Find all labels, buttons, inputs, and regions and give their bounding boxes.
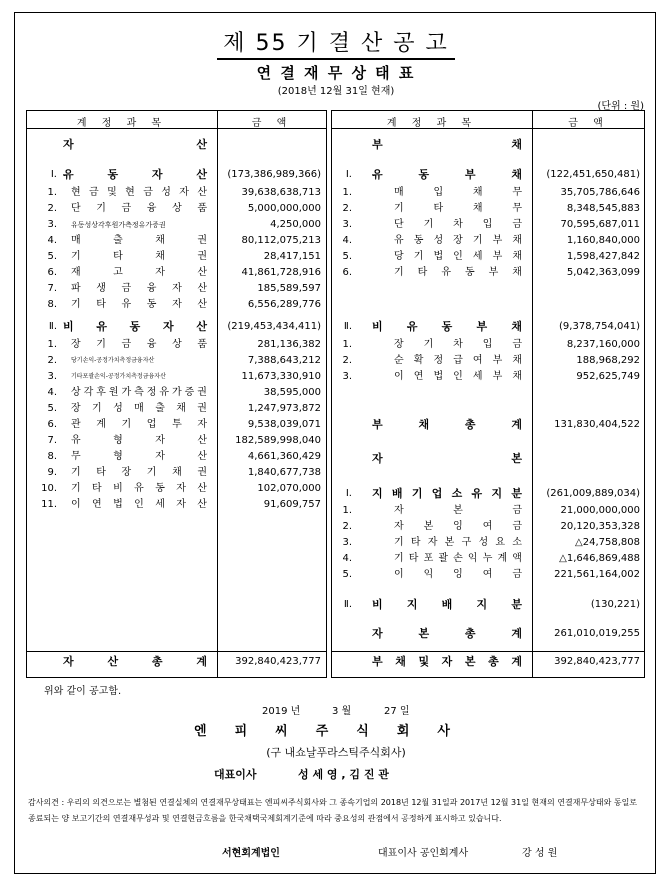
row-label: 기 타 자 본 구 성 요 소 bbox=[394, 537, 522, 548]
row-amount: 8,237,160,000 bbox=[566, 339, 640, 350]
row-amount: 5,000,000,000 bbox=[247, 203, 321, 214]
row-number: Ⅰ. bbox=[345, 488, 352, 499]
row-number: Ⅰ. bbox=[50, 169, 57, 180]
auditor-name: 서현회계법인 bbox=[222, 848, 280, 859]
announce-month: 3 월 bbox=[332, 706, 352, 717]
table-row bbox=[27, 353, 326, 369]
row-number: 8. bbox=[47, 451, 57, 462]
row-number: 2. bbox=[47, 203, 57, 214]
row-number: 4. bbox=[342, 553, 352, 564]
former-name: (구 내쇼날푸라스틱주식회사) bbox=[266, 746, 406, 759]
ceo-names: 성 세 영 , 김 진 관 bbox=[298, 768, 389, 781]
row-amount: 102,070,000 bbox=[257, 483, 321, 494]
row-number: 10. bbox=[41, 483, 57, 494]
row-amount: 7,388,643,212 bbox=[247, 355, 321, 366]
row-label: 자 본 bbox=[372, 452, 522, 465]
row-number: 5. bbox=[342, 569, 352, 580]
row-amount: 392,840,423,777 bbox=[235, 656, 321, 667]
assets-total-row bbox=[27, 654, 326, 670]
row-label: 자 본 잉 여 금 bbox=[394, 521, 522, 532]
table-row bbox=[27, 281, 326, 297]
table-row bbox=[27, 481, 326, 497]
row-number: 3. bbox=[47, 219, 57, 230]
announce-year: 2019 년 bbox=[262, 706, 301, 717]
table-row bbox=[27, 249, 326, 265]
row-amount: 182,589,998,040 bbox=[235, 435, 321, 446]
row-label: 자 본 총 계 bbox=[372, 627, 522, 640]
equity-section bbox=[332, 451, 644, 467]
row-number: 11. bbox=[41, 499, 57, 510]
liabilities-section bbox=[332, 137, 644, 153]
table-row bbox=[332, 353, 644, 369]
row-amount: 1,840,677,738 bbox=[247, 467, 321, 478]
notice-text: 위와 같이 공고함. bbox=[44, 686, 122, 697]
row-amount: (173,386,989,366) bbox=[227, 169, 321, 180]
current-liabilities-row bbox=[332, 167, 644, 183]
equity-total-row bbox=[332, 626, 644, 642]
row-number: Ⅱ. bbox=[343, 599, 352, 610]
row-label: 부 채 및 자 본 총 계 bbox=[372, 655, 522, 668]
row-label: 관 계 기 업 투 자 bbox=[71, 419, 207, 430]
row-label: 매 출 채 권 bbox=[71, 235, 207, 246]
row-amount: 4,661,360,429 bbox=[247, 451, 321, 462]
row-label: 재 고 자 산 bbox=[71, 267, 207, 278]
table-row bbox=[332, 185, 644, 201]
row-label: 기 타 유 동 자 산 bbox=[71, 299, 207, 310]
row-number: 6. bbox=[342, 267, 352, 278]
row-amount: 392,840,423,777 bbox=[554, 656, 640, 667]
row-amount: 9,538,039,071 bbox=[247, 419, 321, 430]
row-label: 당 기 법 인 세 부 채 bbox=[394, 251, 522, 262]
table-row bbox=[332, 535, 644, 551]
row-amount: (219,453,434,411) bbox=[227, 321, 321, 332]
liab-header-account: 계 정 과 목 bbox=[386, 118, 478, 129]
table-row bbox=[27, 449, 326, 465]
row-label: 현 금 및 현 금 성 자 산 bbox=[71, 187, 207, 198]
row-amount: (122,451,650,481) bbox=[546, 169, 640, 180]
row-label: 기 타 채 권 bbox=[71, 251, 207, 262]
row-number: 4. bbox=[47, 387, 57, 398]
audit-opinion: 감사의견 : 우리의 의견으로는 별첨된 연결실체의 연결재무상태표는 엔피씨주식회사와 그 종속기업의 2018년 12월 31일과 2017년 12월 31일 현재의 연결재무상태와 동일로 종료되는 양 보고기간의 연결재무성과 및 연결현금흐름을 한국채택국제회계기준에 따라 중요성의 관점에서 공정하게 표시하고 있습니다. bbox=[28, 798, 638, 823]
row-label: 기 타 비 유 동 자 산 bbox=[71, 483, 207, 494]
row-amount: 1,247,973,872 bbox=[247, 403, 321, 414]
row-number: 1. bbox=[47, 187, 57, 198]
row-amount: (130,221) bbox=[590, 599, 640, 610]
ceo-label: 대표이사 bbox=[214, 768, 257, 781]
row-number: 1. bbox=[342, 187, 352, 198]
row-number: Ⅰ. bbox=[345, 169, 352, 180]
row-amount: 8,348,545,883 bbox=[566, 203, 640, 214]
row-label: 이 익 잉 여 금 bbox=[394, 569, 522, 580]
assets-header-account: 계 정 과 목 bbox=[76, 118, 168, 129]
assets-table bbox=[26, 110, 327, 678]
row-amount: 1,160,840,000 bbox=[566, 235, 640, 246]
row-number: 2. bbox=[342, 355, 352, 366]
row-label: 부 채 bbox=[372, 138, 522, 151]
row-label: 기 타 장 기 채 권 bbox=[71, 467, 207, 478]
row-amount: △1,646,869,488 bbox=[559, 553, 640, 564]
row-amount: 131,830,404,522 bbox=[554, 419, 640, 430]
row-label: 장 기 금 융 상 품 bbox=[71, 339, 207, 350]
row-number: 1. bbox=[342, 339, 352, 350]
statement-date: (2018년 12월 31일 현재) bbox=[277, 86, 395, 97]
row-label: 무 형 자 산 bbox=[71, 451, 207, 462]
row-label: 상 각 후 원 가 측 정 유 가 증 권 bbox=[71, 387, 207, 398]
table-row bbox=[27, 385, 326, 401]
row-amount: 91,609,757 bbox=[263, 499, 321, 510]
table-row bbox=[27, 401, 326, 417]
row-number: 5. bbox=[342, 251, 352, 262]
row-label: 단 기 금 융 상 품 bbox=[71, 203, 207, 214]
row-label: 매 입 채 무 bbox=[394, 187, 522, 198]
row-label: 유 동 성 장 기 부 채 bbox=[394, 235, 522, 246]
row-amount: 281,136,382 bbox=[257, 339, 321, 350]
row-label: 유동성상각후원가측정유가증권 bbox=[71, 221, 166, 229]
row-amount: 5,042,363,099 bbox=[566, 267, 640, 278]
liab-header-amount: 금 액 bbox=[568, 118, 609, 129]
liabilities-total-row bbox=[332, 417, 644, 433]
row-amount: 261,010,019,255 bbox=[554, 628, 640, 639]
table-row bbox=[332, 249, 644, 265]
assets-header-amount: 금 액 bbox=[251, 118, 293, 129]
row-label: 자 본 금 bbox=[394, 505, 522, 516]
table-row bbox=[27, 217, 326, 233]
assets-section bbox=[27, 137, 326, 153]
row-label: 기타포괄손익-공정가치측정금융자산 bbox=[71, 373, 166, 380]
row-label: 순 확 정 급 여 부 채 bbox=[394, 355, 522, 366]
row-label: 비 유 동 자 산 bbox=[63, 320, 207, 333]
row-amount: 39,638,638,713 bbox=[241, 187, 321, 198]
row-number: 8. bbox=[47, 299, 57, 310]
row-amount: 4,250,000 bbox=[270, 219, 321, 230]
row-number: 5. bbox=[47, 251, 57, 262]
table-row bbox=[27, 433, 326, 449]
row-amount: 28,417,151 bbox=[263, 251, 321, 262]
row-amount: 38,595,000 bbox=[263, 387, 321, 398]
row-label: 기 타 채 무 bbox=[394, 203, 522, 214]
row-label: 기 타 유 동 부 채 bbox=[394, 267, 522, 278]
table-row bbox=[27, 185, 326, 201]
row-amount: 1,598,427,842 bbox=[566, 251, 640, 262]
row-amount: 41,861,728,916 bbox=[241, 267, 321, 278]
row-label: 유 형 자 산 bbox=[71, 435, 207, 446]
nci-row bbox=[332, 597, 644, 613]
row-label: 당기손익-공정가치측정금융자산 bbox=[71, 357, 155, 364]
row-number: 9. bbox=[47, 467, 57, 478]
table-row bbox=[27, 337, 326, 353]
table-row bbox=[27, 417, 326, 433]
row-label: 단 기 차 입 금 bbox=[394, 219, 522, 230]
row-label: 자 산 bbox=[63, 138, 207, 151]
row-number: 3. bbox=[342, 371, 352, 382]
row-number: 7. bbox=[47, 283, 57, 294]
table-row bbox=[332, 551, 644, 567]
table-row bbox=[27, 201, 326, 217]
row-number: 3. bbox=[342, 219, 352, 230]
row-amount: 70,595,687,011 bbox=[560, 219, 640, 230]
row-number: 3. bbox=[342, 537, 352, 548]
row-label: 비 지 배 지 분 bbox=[372, 598, 522, 611]
row-label: 유 동 자 산 bbox=[63, 168, 207, 181]
table-row bbox=[332, 217, 644, 233]
current-assets-row bbox=[27, 167, 326, 183]
row-amount: 221,561,164,002 bbox=[554, 569, 640, 580]
statement-title: 연 결 재 무 상 태 표 bbox=[256, 64, 416, 82]
table-row bbox=[332, 265, 644, 281]
row-label: 지 배 기 업 소 유 지 분 bbox=[372, 487, 522, 500]
row-number: 4. bbox=[342, 235, 352, 246]
table-row bbox=[27, 233, 326, 249]
table-row bbox=[332, 201, 644, 217]
row-number: Ⅱ. bbox=[343, 321, 352, 332]
row-amount: (9,378,754,041) bbox=[559, 321, 640, 332]
row-number: 5. bbox=[47, 403, 57, 414]
announce-day: 27 일 bbox=[384, 706, 410, 717]
row-number: 1. bbox=[342, 505, 352, 516]
row-number: 2. bbox=[47, 355, 57, 366]
row-label: 이 연 법 인 세 부 채 bbox=[394, 371, 522, 382]
table-row bbox=[332, 567, 644, 583]
row-label: 이 연 법 인 세 자 산 bbox=[71, 499, 207, 510]
row-label: 장 기 차 입 금 bbox=[394, 339, 522, 350]
row-amount: 11,673,330,910 bbox=[241, 371, 321, 382]
table-row bbox=[332, 369, 644, 385]
row-amount: 6,556,289,776 bbox=[247, 299, 321, 310]
row-label: 자 산 총 계 bbox=[63, 655, 207, 668]
table-row bbox=[27, 265, 326, 281]
noncurrent-liabilities-row bbox=[332, 319, 644, 335]
row-label: 장 기 성 매 출 채 권 bbox=[71, 403, 207, 414]
row-amount: 80,112,075,213 bbox=[241, 235, 321, 246]
row-number: 1. bbox=[47, 339, 57, 350]
row-amount: 21,000,000,000 bbox=[560, 505, 640, 516]
auditor-ceo: 강 성 원 bbox=[522, 848, 558, 859]
row-label: 부 채 총 계 bbox=[372, 418, 522, 431]
table-row bbox=[27, 497, 326, 513]
row-amount: 35,705,786,646 bbox=[560, 187, 640, 198]
table-row bbox=[27, 465, 326, 481]
page-title: 제 55 기 결 산 공 고 bbox=[0, 26, 672, 57]
parent-equity-row bbox=[332, 486, 644, 502]
row-label: 기 타 포 괄 손 익 누 계 액 bbox=[394, 553, 522, 564]
row-label: 비 유 동 부 채 bbox=[372, 320, 522, 333]
row-number: 7. bbox=[47, 435, 57, 446]
grand-total-row bbox=[332, 654, 644, 670]
row-number: 6. bbox=[47, 419, 57, 430]
table-row bbox=[332, 337, 644, 353]
row-label: 파 생 금 융 자 산 bbox=[71, 283, 207, 294]
auditor-ceo-label: 대표이사 공인회계사 bbox=[378, 848, 469, 859]
row-number: Ⅱ. bbox=[48, 321, 57, 332]
table-row bbox=[27, 369, 326, 385]
liabilities-equity-table bbox=[331, 110, 645, 678]
row-number: 2. bbox=[342, 521, 352, 532]
row-amount: △24,758,808 bbox=[575, 537, 640, 548]
row-amount: 188,968,292 bbox=[576, 355, 640, 366]
noncurrent-assets-row bbox=[27, 319, 326, 335]
row-amount: 20,120,353,328 bbox=[560, 521, 640, 532]
row-number: 6. bbox=[47, 267, 57, 278]
unit-label: (단위 : 원) bbox=[597, 101, 644, 112]
row-number: 4. bbox=[47, 235, 57, 246]
company-name: 엔피씨주식회사 bbox=[194, 724, 478, 739]
row-number: 3. bbox=[47, 371, 57, 382]
row-amount: 185,589,597 bbox=[257, 283, 321, 294]
row-amount: 952,625,749 bbox=[576, 371, 640, 382]
table-row bbox=[332, 519, 644, 535]
table-row bbox=[27, 297, 326, 313]
row-label: 유 동 부 채 bbox=[372, 168, 522, 181]
table-row bbox=[332, 503, 644, 519]
row-number: 2. bbox=[342, 203, 352, 214]
row-amount: (261,009,889,034) bbox=[546, 488, 640, 499]
table-row bbox=[332, 233, 644, 249]
